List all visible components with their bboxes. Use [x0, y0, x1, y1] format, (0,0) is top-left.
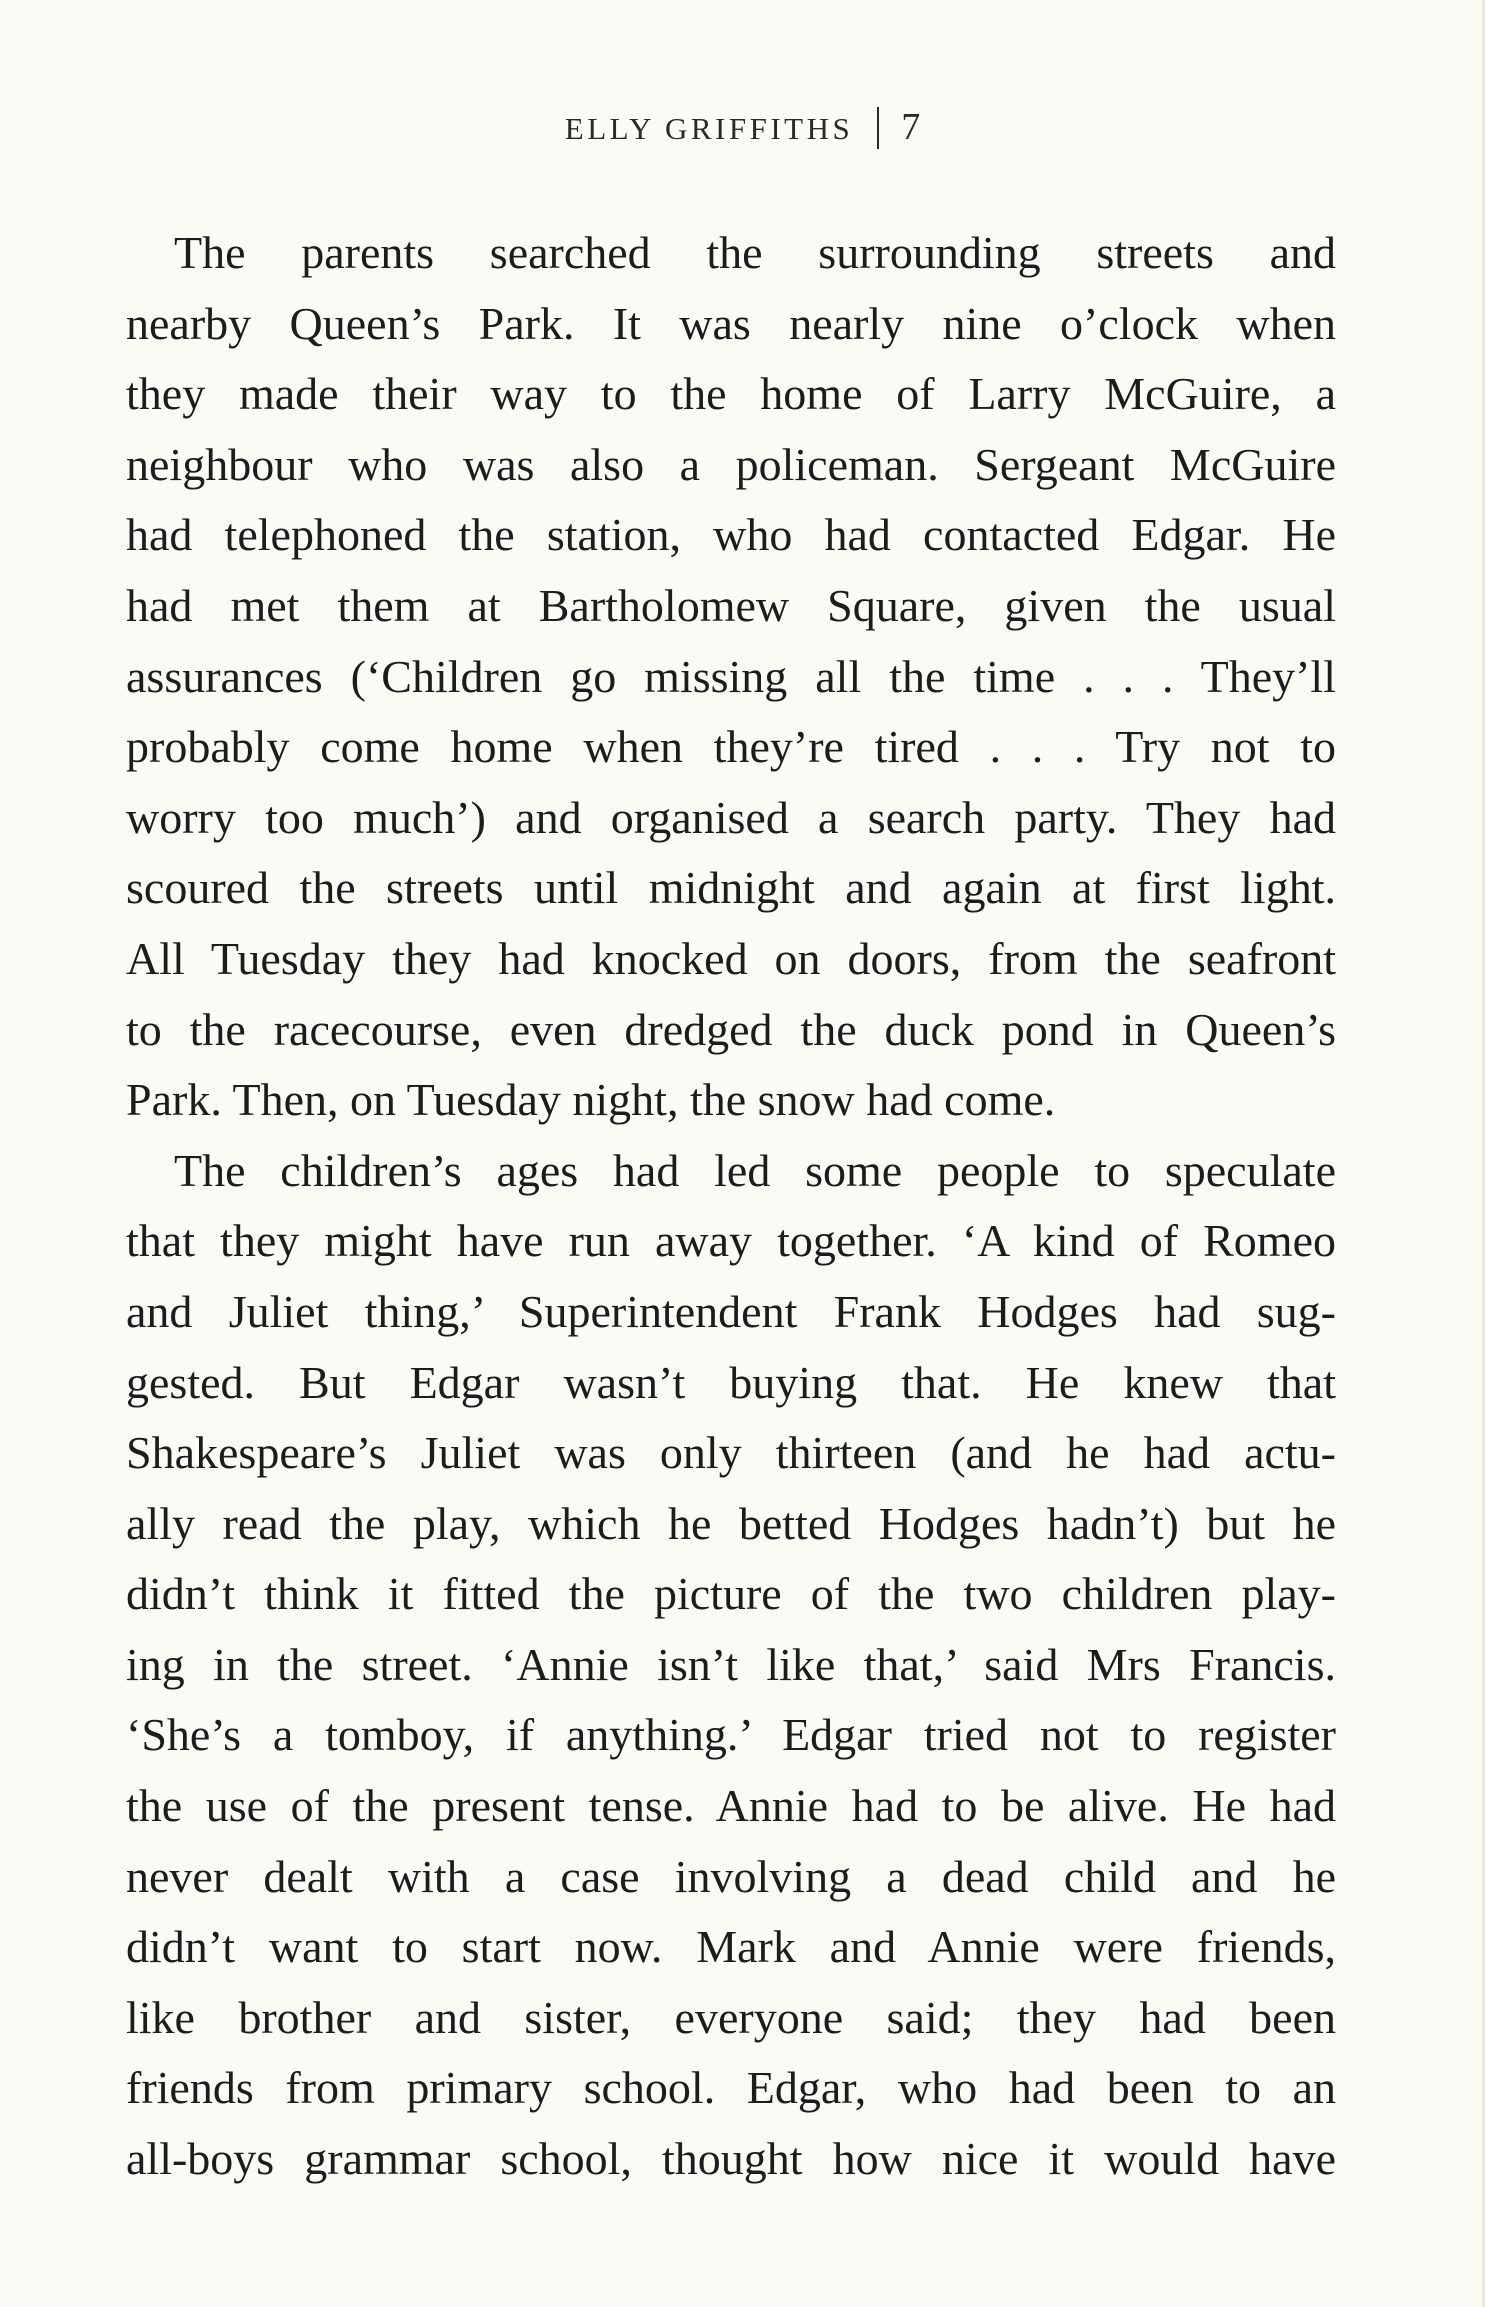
text-line: ‘She’s a tomboy, if anything.’ Edgar tried not to register [126, 1709, 1336, 1761]
text-line: nearby Queen’s Park. It was nearly nine o’clock when [126, 297, 1336, 349]
text-line: had met them at Bartholomew Square, given the usual [126, 579, 1336, 631]
text-line: didn’t think it fitted the picture of the two children play- [126, 1568, 1336, 1620]
text-line: Shakespeare’s Juliet was only thirteen (and he had actu- [126, 1427, 1336, 1479]
text-line: The children’s ages had led some people to speculate [174, 1144, 1336, 1196]
text-line: probably come home when they’re tired . . . Try not to [126, 721, 1336, 773]
page-number: 7 [901, 106, 921, 148]
text-line: The parents searched the surrounding streets and [174, 227, 1336, 278]
running-header [0, 100, 1485, 156]
text-line: had telephoned the station, who had contacted Edgar. He [126, 509, 1336, 561]
paragraph-2 [126, 1136, 1336, 2195]
header-separator [877, 107, 879, 149]
header-author: ELLY GRIFFITHS [564, 111, 854, 146]
text-line: neighbour who was also a policeman. Sergeant McGuire [126, 438, 1336, 490]
text-line: that they might have run away together. ‘A kind of Romeo [126, 1215, 1336, 1267]
text-line: All Tuesday they had knocked on doors, from the seafront [126, 932, 1336, 984]
paragraph-1 [126, 218, 1336, 1136]
text-line: assurances (‘Children go missing all the time . . . They’ll [126, 650, 1336, 702]
text-line: Park. Then, on Tuesday night, the snow had come. [126, 1074, 1056, 1126]
text-line: friends from primary school. Edgar, who had been to an [126, 2062, 1336, 2114]
text-line: ally read the play, which he betted Hodges hadn’t) but he [126, 1497, 1336, 1549]
text-line: the use of the present tense. Annie had to be alive. He had [126, 1780, 1336, 1832]
text-line: didn’t want to start now. Mark and Annie were friends, [126, 1921, 1336, 1973]
body-text [126, 218, 1336, 2195]
text-line: gested. But Edgar wasn’t buying that. He knew that [126, 1356, 1336, 1408]
text-line: scoured the streets until midnight and again at first light. [126, 862, 1336, 914]
text-line: like brother and sister, everyone said; they had been [126, 1991, 1336, 2043]
text-line: and Juliet thing,’ Superintendent Frank Hodges had sug- [126, 1285, 1336, 1337]
text-line: they made their way to the home of Larry McGuire, a [126, 368, 1336, 420]
text-line: worry too much’) and organised a search party. They had [126, 791, 1336, 843]
text-line: to the racecourse, even dredged the duck pond in Queen’s [126, 1003, 1336, 1055]
text-line: all-boys grammar school, thought how nice it would have [126, 2133, 1336, 2185]
text-line: ing in the street. ‘Annie isn’t like that,’ said Mrs Francis. [126, 1638, 1336, 1690]
text-line: never dealt with a case involving a dead child and he [126, 1850, 1336, 1902]
